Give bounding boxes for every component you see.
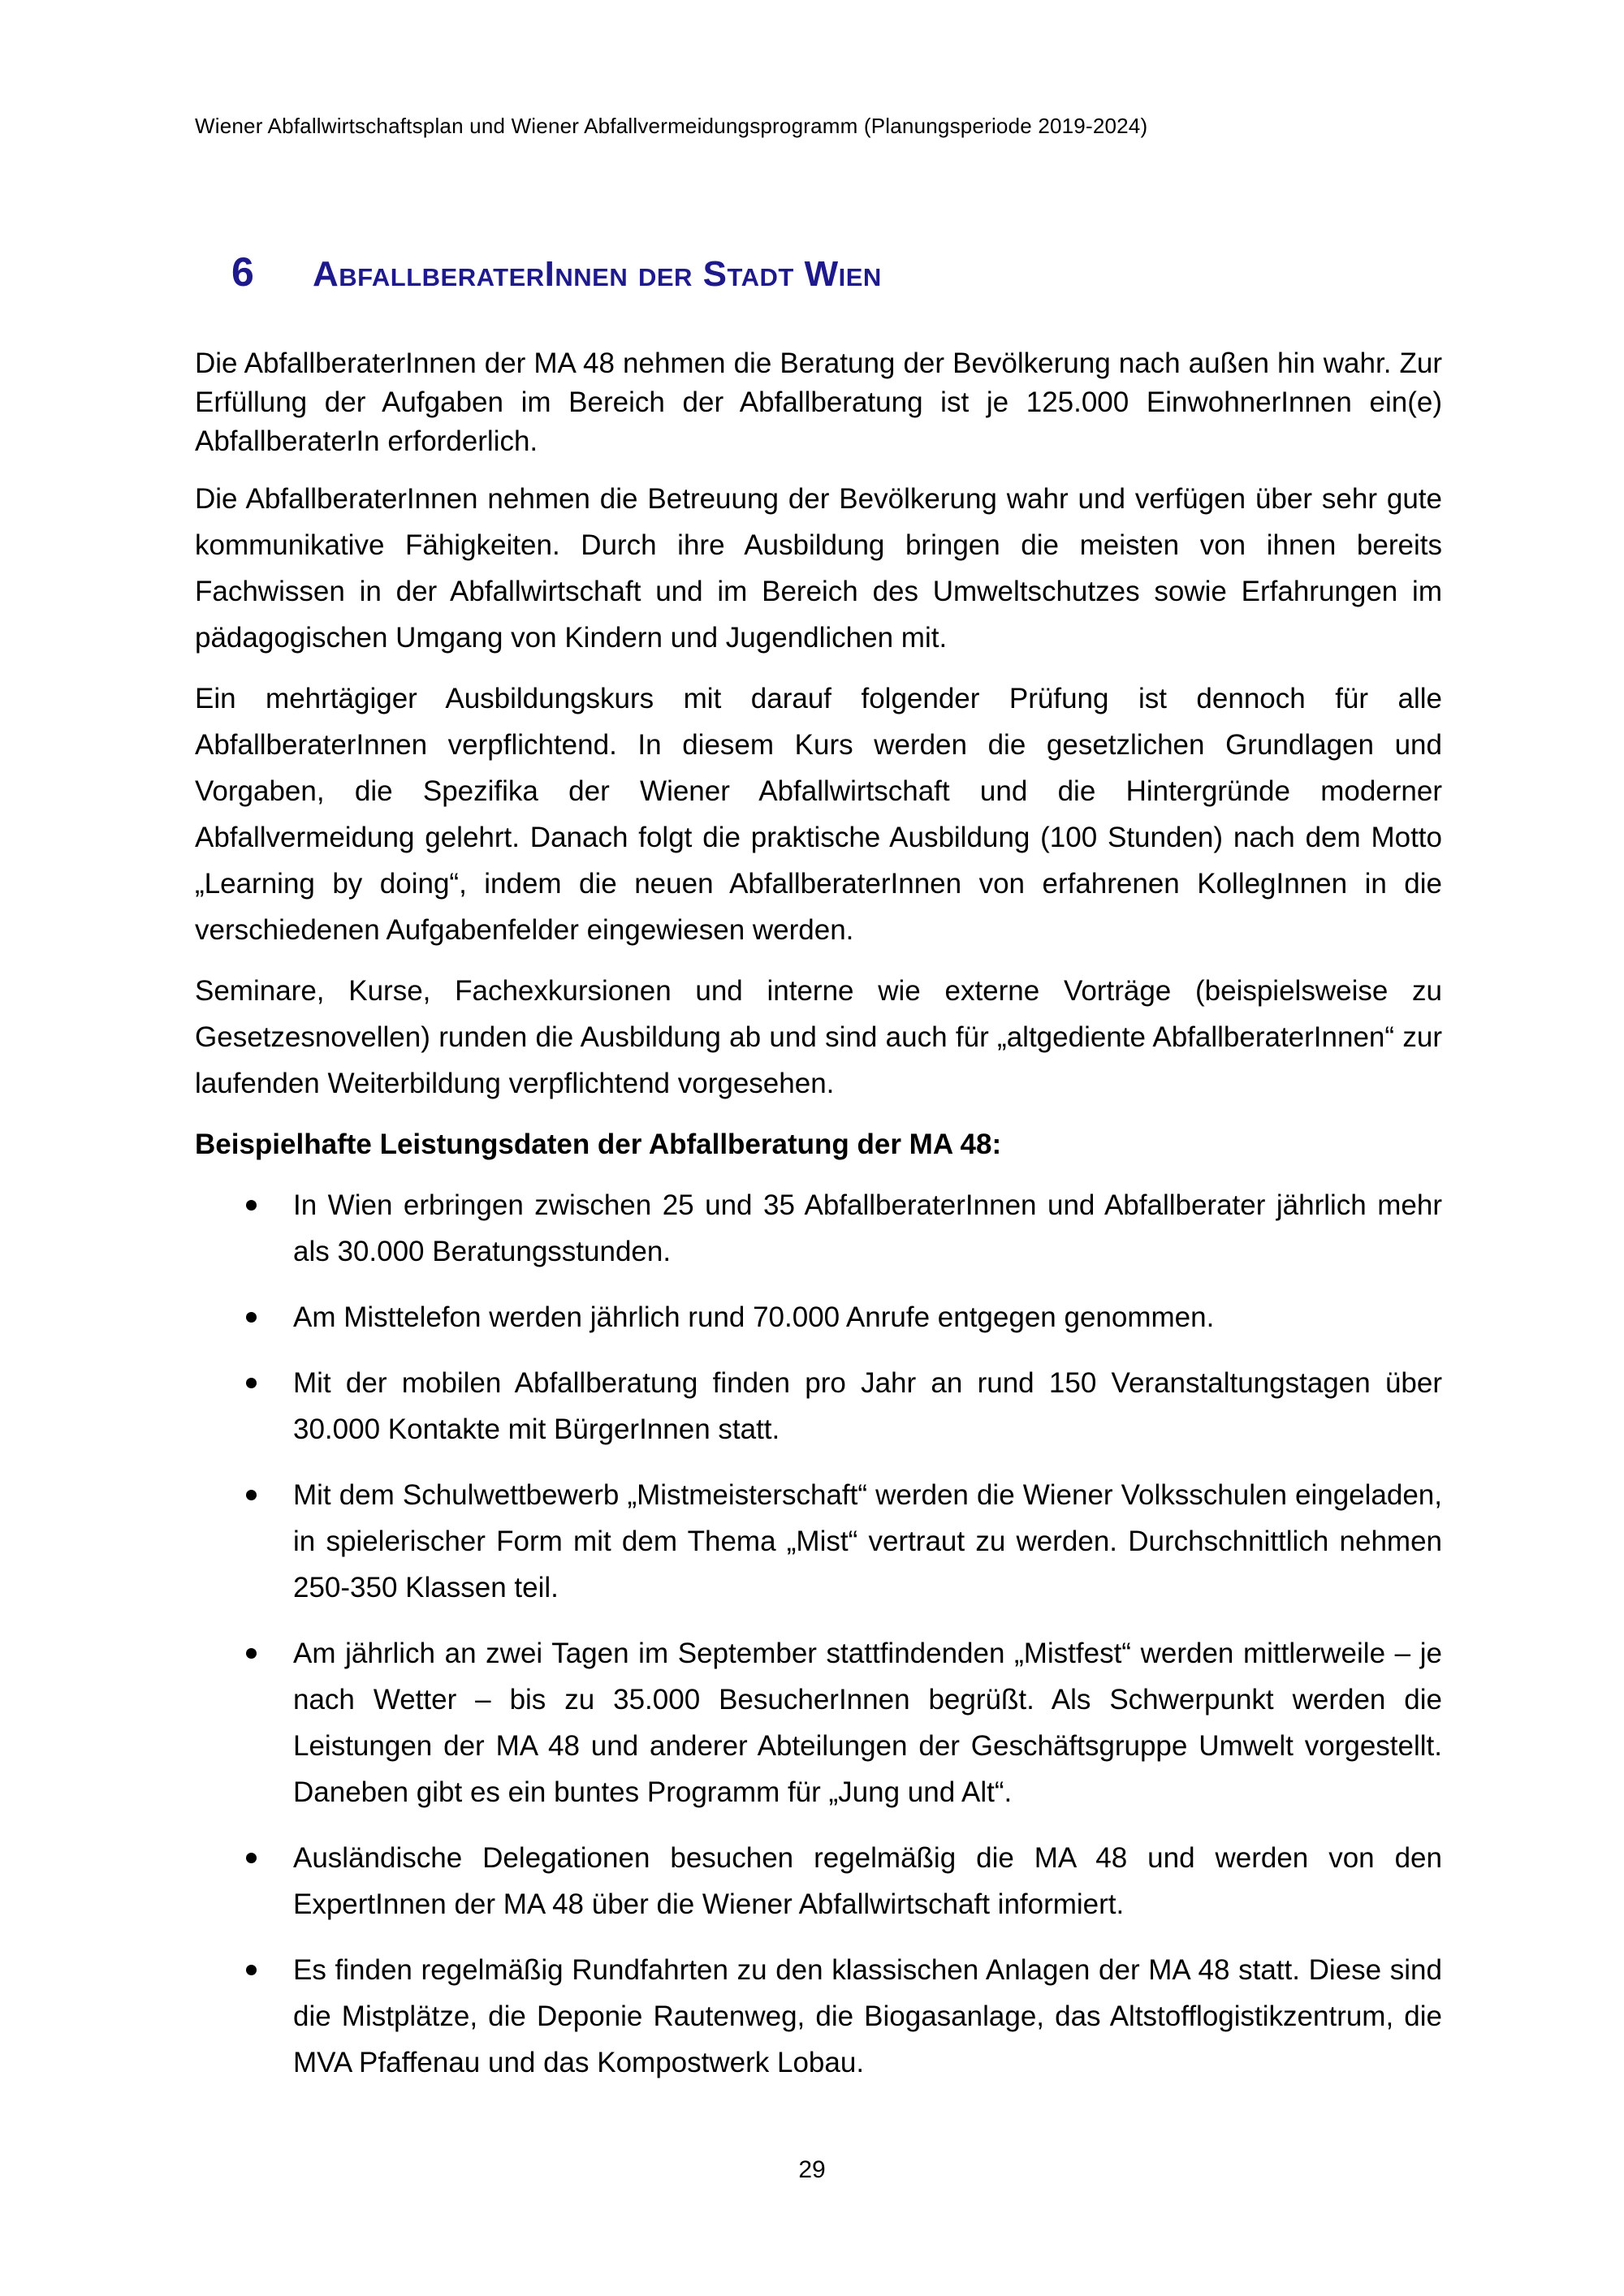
- list-item: [195, 1947, 1442, 2086]
- bullet-icon: [246, 1312, 257, 1323]
- list-item: [195, 1294, 1442, 1340]
- list-item-text: Es finden regelmäßig Rundfahrten zu den klassischen Anlagen der MA 48 statt. Diese sind die Mistplätze, die Deponie Rautenweg, die Biogasanlage, das Altstofflogistikzentrum, die MVA Pfaffenau und das Kompostwerk Lobau.: [293, 1954, 1442, 2078]
- paragraph-3: Ein mehrtägiger Ausbildungskurs mit darauf folgender Prüfung ist dennoch für alle AbfallberaterInnen verpflichtend. In diesem Kurs werden die gesetzlichen Grundlagen und Vorgaben, die Spezifika der Wiener Abfallwirtschaft und die Hintergründe moderner Abfallvermeidung gelehrt. Danach folgt die praktische Ausbildung (100 Stunden) nach dem Motto „Learning by doing“, indem die neuen AbfallberaterInnen von erfahrenen KollegInnen in die verschiedenen Aufgabenfelder eingewiesen werden.: [195, 683, 1442, 946]
- running-header: Wiener Abfallwirtschaftsplan und Wiener Abfallvermeidungsprogramm (Planungsperiode 2019-2024): [195, 114, 1148, 138]
- performance-list: [195, 1182, 1442, 2086]
- bullet-icon: [246, 1378, 257, 1388]
- chapter-heading: [231, 248, 882, 296]
- bullet-icon: [246, 1490, 257, 1500]
- bullet-icon: [246, 1965, 257, 1975]
- paragraph-2: Die AbfallberaterInnen nehmen die Betreuung der Bevölkerung wahr und verfügen über sehr gute kommunikative Fähigkeiten. Durch ihre Ausbildung bringen die meisten von ihnen bereits Fachwissen in der Abfallwirtschaft und im Bereich des Umweltschutzes sowie Erfahrungen im pädagogischen Umgang von Kindern und Jugendlichen mit.: [195, 483, 1442, 654]
- list-item-text: Am jährlich an zwei Tagen im September stattfindenden „Mistfest“ werden mittlerweile – je nach Wetter – bis zu 35.000 BesucherInnen begrüßt. Als Schwerpunkt werden die Leistungen der MA 48 und anderer Abteilungen der Geschäftsgruppe Umwelt vorgestellt. Daneben gibt es ein buntes Programm für „Jung und Alt“.: [293, 1638, 1442, 1808]
- chapter-title: AbfallberaterInnen der Stadt Wien: [313, 254, 882, 294]
- list-item: [195, 1630, 1442, 1815]
- list-item-text: Ausländische Delegationen besuchen regelmäßig die MA 48 und werden von den ExpertInnen der MA 48 über die Wiener Abfallwirtschaft informiert.: [293, 1842, 1442, 1920]
- list-item: [195, 1835, 1442, 1927]
- paragraph-4: Seminare, Kurse, Fachexkursionen und interne wie externe Vorträge (beispielsweise zu Gesetzesnovellen) runden die Ausbildung ab und sind auch für „altgediente AbfallberaterInnen“ zur laufenden Weiterbildung verpflichtend vorgesehen.: [195, 975, 1442, 1099]
- document-body: [195, 344, 1442, 2105]
- list-item-text: Am Misttelefon werden jährlich rund 70.000 Anrufe entgegen genommen.: [293, 1301, 1215, 1333]
- bullet-icon: [246, 1200, 257, 1211]
- list-item: [195, 1182, 1442, 1275]
- list-item: [195, 1472, 1442, 1611]
- list-item-text: Mit dem Schulwettbewerb „Mistmeisterschaft“ werden die Wiener Volksschulen eingeladen, in spielerischer Form mit dem Thema „Mist“ vertraut zu werden. Durchschnittlich nehmen 250-350 Klassen teil.: [293, 1479, 1442, 1603]
- list-item-text: Mit der mobilen Abfallberatung finden pro Jahr an rund 150 Veranstaltungstagen über 30.000 Kontakte mit BürgerInnen statt.: [293, 1367, 1442, 1445]
- list-item: [195, 1360, 1442, 1452]
- bullet-icon: [246, 1648, 257, 1659]
- chapter-number: 6: [231, 249, 254, 295]
- list-item-text: In Wien erbringen zwischen 25 und 35 AbfallberaterInnen und Abfallberater jährlich mehr als 30.000 Beratungsstunden.: [293, 1189, 1442, 1267]
- page-number: 29: [798, 2156, 826, 2183]
- paragraph-1: Die AbfallberaterInnen der MA 48 nehmen die Beratung der Bevölkerung nach außen hin wahr. Zur Erfüllung der Aufgaben im Bereich der Abfallberatung ist je 125.000 EinwohnerInnen ein(e) AbfallberaterIn erforderlich.: [195, 347, 1442, 457]
- bullet-icon: [246, 1853, 257, 1863]
- performance-heading: Beispielhafte Leistungsdaten der Abfallberatung der MA 48:: [195, 1129, 1002, 1160]
